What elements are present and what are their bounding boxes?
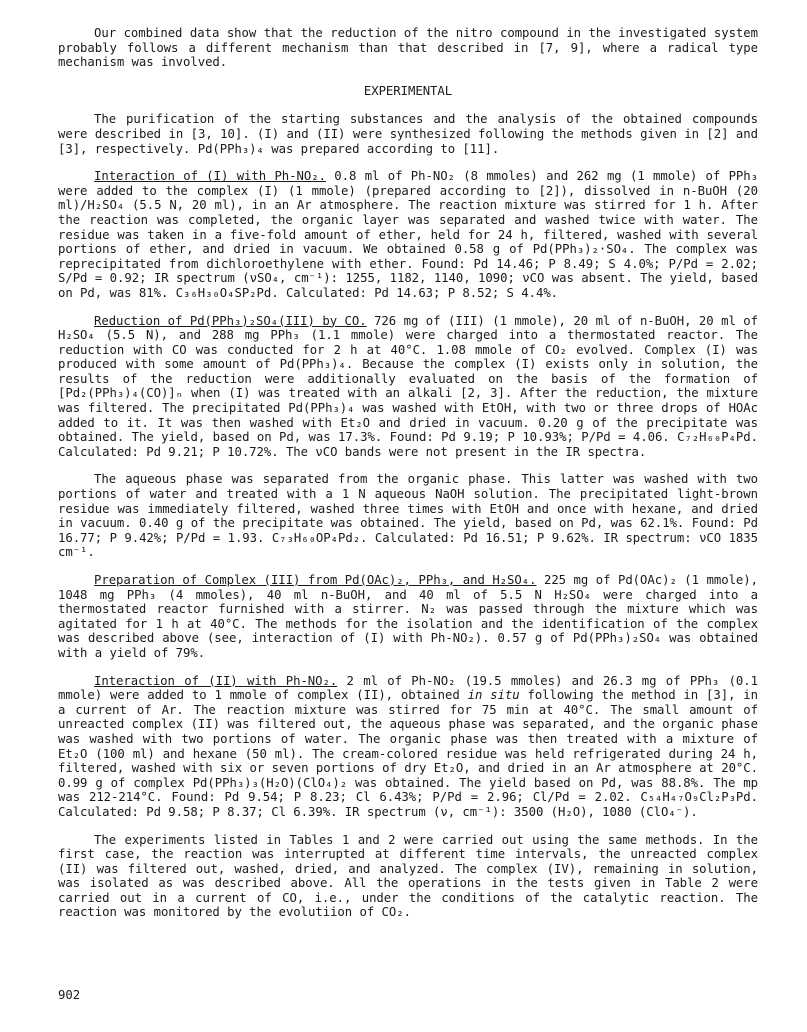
run-in-heading: Interaction of (II) with Ph-NO₂. xyxy=(94,673,338,688)
run-in-heading: Interaction of (I) with Ph-NO₂. xyxy=(94,169,326,184)
paragraph-text: 2 ml of Ph-NO₂ (19.5 mmoles) and 26.3 mg of PPh₃ (0.1 mmole) were added to 1 mmole of complex (II), obtained xyxy=(58,673,758,703)
paragraph-reduction-iii-co xyxy=(58,314,758,460)
paragraph-interaction-i-phno2 xyxy=(58,169,758,300)
section-title: EXPERIMENTAL xyxy=(363,83,453,98)
paragraph-text: 225 mg of Pd(OAc)₂ (1 mmole), 1048 mg PPh₃ (4 mmoles), 40 ml n-BuOH, and 40 ml of 5.5 N H₂SO₄ were charged into a thermostated reactor furnished with a stirrer. N₂ was passed through the mixture which was agitated for 1 h at 40°C. The methods for the isolation and the identification of the complex was described above (see, interaction of (I) with Ph-NO₂). 0.57 g of Pd(PPh₃)₂SO₄ was obtained with a yield of 79%. xyxy=(58,573,758,660)
run-in-heading: Reduction of Pd(PPh₃)₂SO₄(III) by CO. xyxy=(94,313,367,328)
paragraph-experiments-tables: The experiments listed in Tables 1 and 2 were carried out using the same methods. In the first case, the reaction was interrupted at different time intervals, the unreacted complex (II) was filtered out, washed, dried, and analyzed. The complex (IV), remaining in solution, was isolated as was described above. All the operations in the tests given in Table 2 were carried out in a current of CO, i.e., under the conditions of the catalytic reaction. The reaction was monitored by the evolutiion of CO₂. xyxy=(58,832,758,920)
paragraph-text: 726 mg of (III) (1 mmole), 20 ml of n-BuOH, 20 ml of H₂SO₄ (5.5 N), and 288 mg PPh₃ (1.1 mmole) were charged into a thermostated reactor. The reduction with CO was conducted for 2 h at 40°C. 1.08 mmole of CO₂ evolved. Complex (I) was produced with some amount of Pd(PPh₃)₄. Because the complex (I) exists only in solution, the results of the reduction were additionally evaluated on the basis of the formation of [Pd₂(PPh₃)₄(CO)]ₙ when (I) was treated with an alkali [2, 3]. After the reduction, the mixture was filtered. The precipitated Pd(PPh₃)₄ was washed with EtOH, with two or three drops of HOAc added to it. It was then washed with Et₂O and dried in vacuum. 0.20 g of the precipitate was obtained. The yield, based on Pd, was 17.3%. Found: Pd 9.19; P 10.93%; P/Pd = 4.06. C₇₂H₆₀P₄Pd. Calculated: Pd 9.21; P 10.72%. The νCO bands were not present in the IR spectra. xyxy=(58,313,758,459)
page-number: 902 xyxy=(58,988,81,1002)
run-in-heading: Preparation of Complex (III) from Pd(OAc)₂, PPh₃, and H₂SO₄. xyxy=(94,573,537,587)
paragraph-text: 0.8 ml of Ph-NO₂ (8 mmoles) and 262 mg (1 mmole) of PPh₃ were added to the complex (I) (1 mmole) (prepared according to [2]), dissolved in n-BuOH (20 ml)/H₂SO₄ (5.5 N, 20 ml), in an Ar atmosphere. The reaction mixture was stirred for 1 h. After the reaction was completed, the organic layer was separated and washed twice with water. The residue was taken in a five-fold amount of ether, held for 24 h, filtered, washed with several portions of ether, and dried in vacuum. We obtained 0.58 g of Pd(PPh₃)₂·SO₄. The complex was reprecipitated from dichloroethylene with ether. Found: Pd 14.46; P 8.49; S 4.0%; P/Pd = 2.02; S/Pd = 0.92; IR spectrum (νSO₄, cm⁻¹): 1255, 1182, 1140, 1090; νCO was absent. The yield, based on Pd, was 81%. C₃₆H₃₀O₄SP₂Pd. Calculated: Pd 14.63; P 8.52; S 4.4%. xyxy=(58,169,758,300)
paragraph-text: following the method in [3], in a current of Ar. The reaction mixture was stirred for 75 min at 40°C. The small amount of unreacted complex (II) was filtered out, the aqueous phase was separated, and the organic phase was washed with two portions of water. The organic phase was then treated with a mixture of Et₂O (100 ml) and hexane (50 ml). The cream-colored residue was held refrigerated during 24 h, filtered, washed with six or seven portions of dry Et₂O, and dried in an Ar atmosphere at 20°C. 0.99 g of complex Pd(PPh₃)₃(H₂O)(ClO₄)₂ was obtained. The yield based on Pd, was 88.8%. The mp was 212-214°C. Found: Pd 9.54; P 8.23; Cl 6.43%; P/Pd = 2.96; Cl/Pd = 2.02. C₅₄H₄₇O₉Cl₂P₃Pd. Calculated: Pd 9.58; P 8.37; Cl 6.39%. IR spectrum (ν, cm⁻¹): 3500 (H₂O), 1080 (ClO₄⁻). xyxy=(58,688,758,819)
paragraph-preparation-iii xyxy=(58,573,758,661)
paragraph-aqueous-phase: The aqueous phase was separated from the organic phase. This latter was washed with two portions of water and treated with a 1 N aqueous NaOH solution. The precipitated light-brown residue was immediately filtered, washed three times with EtOH and once with hexane, and dried in vacuum. 0.40 g of the precipitate was obtained. The yield, based on Pd, was 62.1%. Found: Pd 16.77; P 9.42%; P/Pd = 1.93. C₇₃H₆₀OP₄Pd₂. Calculated: Pd 16.51; P 9.62%. IR spectrum: νCO 1835 cm⁻¹. xyxy=(58,472,758,560)
purification-paragraph: The purification of the starting substances and the analysis of the obtained compounds were described in [3, 10]. (I) and (II) were synthesized following the methods given in [2] and [3], respectively. Pd(PPh₃)₄ was prepared according to [11]. xyxy=(58,112,758,156)
page-body xyxy=(58,26,758,920)
intro-paragraph: Our combined data show that the reduction of the nitro compound in the investigated system probably follows a different mechanism than that described in [7, 9], where a radical type mechanism was involved. xyxy=(58,26,758,70)
italic-term: in situ xyxy=(467,688,520,703)
paragraph-interaction-ii-phno2 xyxy=(58,674,758,820)
